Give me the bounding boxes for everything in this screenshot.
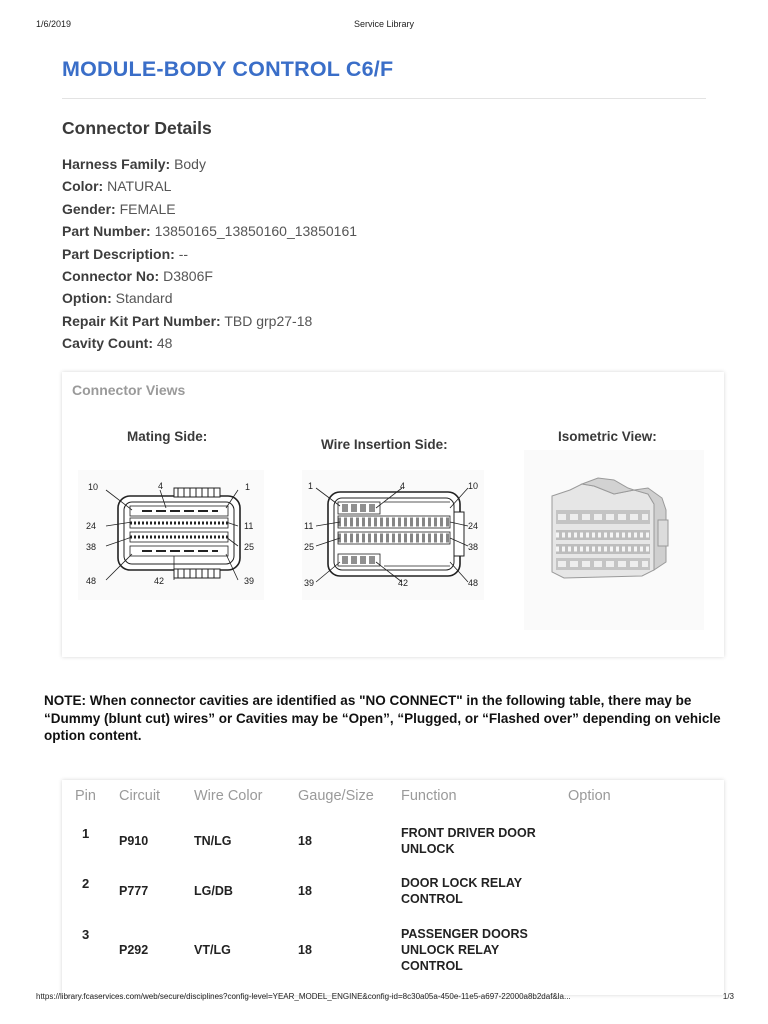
pin-number-label: 38 xyxy=(468,542,479,552)
connector-views-card xyxy=(62,372,724,657)
column-header-pin: Pin xyxy=(75,788,96,804)
cell-function: FRONT DRIVER DOOR UNLOCK xyxy=(401,826,536,856)
detail-value: 48 xyxy=(156,335,173,352)
print-header-title: Service Library xyxy=(353,19,415,29)
print-date: 1/6/2019 xyxy=(36,19,72,29)
cell-gauge: 18 xyxy=(298,834,312,848)
isometric-view-label: Isometric View: xyxy=(558,429,657,444)
cell-function: DOOR LOCK RELAY CONTROL xyxy=(401,876,522,906)
detail-gender xyxy=(62,199,357,221)
cell-pin: 1 xyxy=(82,826,90,841)
pin-number-label: 48 xyxy=(468,578,479,588)
detail-cavity-count xyxy=(62,333,357,355)
cell-gauge: 18 xyxy=(298,943,312,957)
title-divider xyxy=(62,98,706,99)
pin-number-label: 48 xyxy=(86,576,97,586)
detail-label: Cavity Count: xyxy=(62,335,153,352)
footer-url: https://library.fcaservices.com/web/secure/disciplines?config-level=YEAR_MODEL_ENGINE&config-id=8c30a05a-450e-11e5-a697-22000a8b2daf&la... xyxy=(36,992,571,1001)
wire-insertion-side-diagram[interactable] xyxy=(302,470,484,600)
column-header-circuit: Circuit xyxy=(119,788,161,804)
pin-number-label: 11 xyxy=(304,521,314,531)
column-header-function: Function xyxy=(401,788,457,804)
pin-number-label: 11 xyxy=(244,521,254,531)
detail-value: Body xyxy=(174,156,206,172)
pin-table xyxy=(62,780,724,995)
detail-label: Harness Family: xyxy=(62,156,171,172)
cell-circuit: P777 xyxy=(119,884,149,898)
detail-harness-family xyxy=(62,154,357,176)
pin-number-label: 42 xyxy=(154,576,165,586)
cell-circuit: P910 xyxy=(119,834,149,848)
pin-number-label: 25 xyxy=(304,542,315,552)
detail-label: Part Number: xyxy=(62,223,151,240)
detail-value: FEMALE xyxy=(119,200,176,217)
isometric-view-diagram[interactable] xyxy=(524,450,704,630)
cell-circuit: P292 xyxy=(119,943,149,957)
pin-number-label: 1 xyxy=(308,481,314,491)
connector-details-title: Connector Details xyxy=(62,118,212,138)
pin-number-label: 38 xyxy=(86,542,97,552)
pin-number-label: 4 xyxy=(158,481,164,491)
detail-color xyxy=(62,176,357,198)
cell-function: PASSENGER DOORS UNLOCK RELAY CONTROL xyxy=(401,927,528,973)
page-title: MODULE-BODY CONTROL C6/F xyxy=(62,57,394,81)
detail-label: Part Description: xyxy=(62,245,175,262)
detail-label: Gender: xyxy=(62,200,116,217)
connector-views-title: Connector Views xyxy=(72,382,186,398)
pin-number-label: 1 xyxy=(245,482,251,492)
detail-value: -- xyxy=(178,245,189,262)
detail-connector-no xyxy=(62,266,357,288)
connector-details-list xyxy=(62,154,357,356)
detail-label: Repair Kit Part Number: xyxy=(62,312,221,329)
detail-value: Standard xyxy=(115,290,173,307)
detail-repair-kit xyxy=(62,311,357,333)
pin-number-label: 39 xyxy=(244,576,255,586)
detail-label: Connector No: xyxy=(62,267,160,284)
pin-number-label: 39 xyxy=(304,578,315,588)
column-header-gauge: Gauge/Size xyxy=(298,788,374,804)
detail-label: Option: xyxy=(62,290,112,307)
cell-gauge: 18 xyxy=(298,884,312,898)
pin-number-label: 24 xyxy=(468,521,479,531)
column-header-option: Option xyxy=(568,788,611,804)
pin-number-label: 42 xyxy=(398,578,409,588)
detail-value: 13850165_13850160_13850161 xyxy=(154,223,358,240)
detail-value: NATURAL xyxy=(107,178,172,195)
detail-value: TBD grp27-18 xyxy=(224,312,313,329)
cell-wire-color: VT/LG xyxy=(194,943,231,957)
no-connect-note: NOTE: When connector cavities are identified as "NO CONNECT" in the following table, there may be “Dummy (blunt cut) wires” or Cavities may be “Open”, “Plugged, or “Flashed over” depending on vehicle option content. xyxy=(44,693,721,743)
pin-number-label: 25 xyxy=(244,542,255,552)
cell-pin: 2 xyxy=(82,876,90,891)
pin-number-label: 10 xyxy=(468,481,479,491)
detail-option xyxy=(62,288,357,310)
pin-number-label: 24 xyxy=(86,521,97,531)
detail-part-description xyxy=(62,244,357,266)
pin-number-label: 4 xyxy=(400,481,406,491)
cell-pin: 3 xyxy=(82,927,90,942)
footer-page-number: 1/3 xyxy=(722,992,734,1001)
pin-number-label: 10 xyxy=(88,482,99,492)
detail-label: Color: xyxy=(62,178,104,195)
cell-wire-color: LG/DB xyxy=(194,884,233,898)
column-header-wire-color: Wire Color xyxy=(194,788,263,804)
mating-side-label: Mating Side: xyxy=(127,429,208,444)
mating-side-diagram[interactable] xyxy=(78,470,264,600)
cell-wire-color: TN/LG xyxy=(194,834,232,848)
wire-insertion-side-label: Wire Insertion Side: xyxy=(321,437,448,452)
detail-value: D3806F xyxy=(163,267,213,284)
detail-part-number xyxy=(62,221,357,243)
